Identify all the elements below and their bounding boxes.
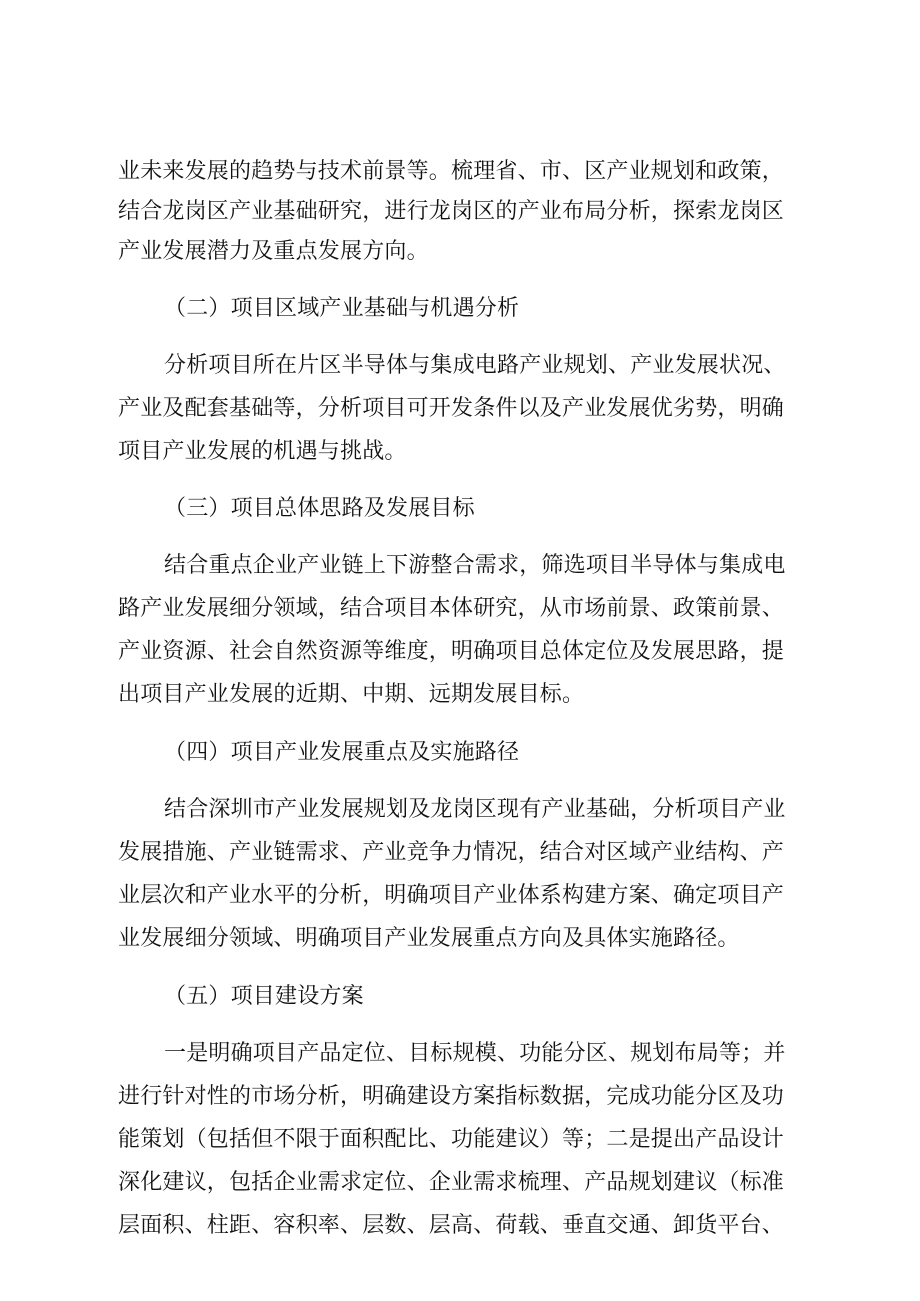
section-4-line-2: 发展措施、产业链需求、产业竞争力情况，结合对区域产业结构、产 xyxy=(118,840,785,865)
section-5-line-2: 进行针对性的市场分析，明确建设方案指标数据，完成功能分区及功 xyxy=(118,1084,785,1109)
section-3-line-4: 出项目产业发展的近期、中期、远期发展目标。 xyxy=(118,682,585,707)
section-4-line-1: 结合深圳市产业发展规划及龙岗区现有产业基础，分析项目产业 xyxy=(164,797,786,822)
section-4-line-4: 业发展细分领域、明确项目产业发展重点方向及具体实施路径。 xyxy=(118,926,740,951)
section-3-line-1: 结合重点企业产业链上下游整合需求，筛选项目半导体与集成电 xyxy=(164,553,786,578)
section-5-heading: （五）项目建设方案 xyxy=(164,984,364,1009)
section-2-line-2: 产业及配套基础等，分析项目可开发条件以及产业发展优劣势，明确 xyxy=(118,396,785,421)
section-3-heading: （三）项目总体思路及发展目标 xyxy=(164,496,475,521)
section-3-line-3: 产业资源、社会自然资源等维度，明确项目总体定位及发展思路，提 xyxy=(118,639,785,664)
intro-line-3: 产业发展潜力及重点发展方向。 xyxy=(118,239,429,264)
section-4-line-3: 业层次和产业水平的分析，明确项目产业体系构建方案、确定项目产 xyxy=(118,883,785,908)
section-5-line-3: 能策划（包括但不限于面积配比、功能建议）等；二是提出产品设计 xyxy=(118,1127,785,1152)
section-5-line-4: 深化建议，包括企业需求定位、企业需求梳理、产品规划建议（标准 xyxy=(118,1170,785,1195)
section-4-heading: （四）项目产业发展重点及实施路径 xyxy=(164,740,520,765)
section-2-heading: （二）项目区域产业基础与机遇分析 xyxy=(164,296,520,321)
intro-line-2: 结合龙岗区产业基础研究，进行龙岗区的产业布局分析，探索龙岗区 xyxy=(118,199,785,224)
section-2-line-1: 分析项目所在片区半导体与集成电路产业规划、产业发展状况、 xyxy=(164,353,786,378)
section-2-line-3: 项目产业发展的机遇与挑战。 xyxy=(118,439,407,464)
section-5-line-1: 一是明确项目产品定位、目标规模、功能分区、规划布局等；并 xyxy=(164,1041,786,1066)
section-3-line-2: 路产业发展细分领域，结合项目本体研究，从市场前景、政策前景、 xyxy=(118,596,785,621)
intro-line-1: 业未来发展的趋势与技术前景等。梳理省、市、区产业规划和政策， xyxy=(118,159,785,184)
section-5-line-5: 层面积、柱距、容积率、层数、层高、荷载、垂直交通、卸货平台、 xyxy=(118,1213,785,1238)
